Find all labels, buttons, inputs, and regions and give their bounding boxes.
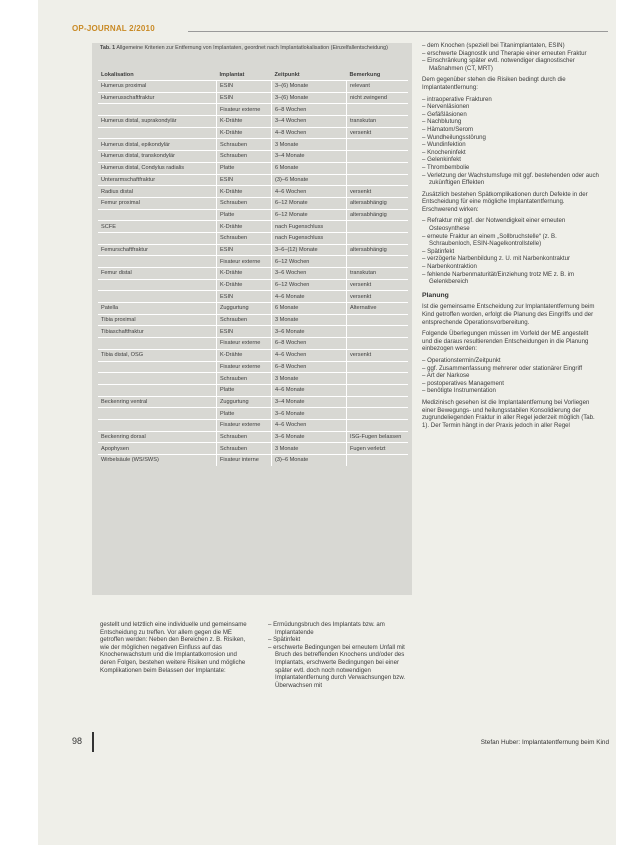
table-cell: versenkt <box>347 127 409 139</box>
table-row <box>98 408 408 420</box>
list-item: – dem Knochen (speziell bei Titanimplantaten, ESIN) <box>422 42 565 49</box>
list-item: – Knocheninfekt <box>422 148 466 156</box>
table-row <box>98 326 408 338</box>
table-cell: altersabhängig <box>347 209 409 221</box>
table-cell: Humerus distal, transkondylär <box>98 151 217 163</box>
table-cell: Fixateur externe <box>217 361 272 373</box>
table-cell <box>347 151 409 163</box>
table-cell: 3 Monate <box>272 443 347 455</box>
table-row <box>98 209 408 221</box>
table-cell: 3 Monate <box>272 314 347 326</box>
middle-column <box>268 621 410 693</box>
table-cell: 3–6 Monate <box>272 326 347 338</box>
table-cell: Fixateur externe <box>217 256 272 268</box>
table-caption <box>100 45 405 52</box>
table-cell: Schrauben <box>217 197 272 209</box>
table-cell: 4–6 Monate <box>272 384 347 396</box>
table-row <box>98 127 408 139</box>
table-cell: K-Drähte <box>217 268 272 280</box>
table-cell <box>98 232 217 244</box>
table-cell: Fixateur interne <box>217 455 272 466</box>
table-cell: Patella <box>98 303 217 315</box>
table-cell: Schrauben <box>217 139 272 151</box>
column-header: Zeitpunkt <box>272 70 347 81</box>
table-cell <box>347 162 409 174</box>
table-cell: transkutan <box>347 268 409 280</box>
table-cell: Platte <box>217 162 272 174</box>
table-cell: ESIN <box>217 174 272 186</box>
table-cell: Fixateur externe <box>217 338 272 350</box>
table-cell <box>98 408 217 420</box>
paragraph: Medizinisch gesehen ist die Implantatentfernung bei Vorliegen einer Bewegungs- und heilungsstabilen Konsolidierung der zugrundeliegenden Fraktur in aller Regel jederzeit möglich (Tab. 1). Der Termin hängt in der Praxis jedoch in aller Regel <box>422 398 595 429</box>
table-cell: ISG-Fugen belassen <box>347 431 409 443</box>
table-cell: altersabhängig <box>347 244 409 256</box>
list-4 <box>422 357 600 395</box>
list-item: – Wundheilungsstörung <box>422 133 486 141</box>
table-cell <box>347 373 409 385</box>
list-item: – Gelenkinfekt <box>422 156 461 164</box>
table-row <box>98 104 408 116</box>
column-header: Lokalisation <box>98 70 217 81</box>
table-cell: 4–6 Wochen <box>272 419 347 431</box>
table-cell: 3 Monate <box>272 139 347 151</box>
table-row <box>98 81 408 93</box>
table-row <box>98 396 408 408</box>
table-cell: 3–6 Monate <box>272 408 347 420</box>
table-cell: K-Drähte <box>217 186 272 198</box>
table-cell <box>98 419 217 431</box>
table-cell <box>98 384 217 396</box>
table-cell: 3–6 Monate <box>272 431 347 443</box>
table-cell: Fixateur externe <box>217 419 272 431</box>
table-cell: Tibiaschaftfraktur <box>98 326 217 338</box>
table-row <box>98 349 408 361</box>
list-item: – Spätinfekt <box>422 247 455 255</box>
table-cell: Femurschaftfraktur <box>98 244 217 256</box>
table-cell: 3 Monate <box>272 373 347 385</box>
table-cell: Wirbelsäule (WS/SWS) <box>98 455 217 466</box>
table-cell: Schrauben <box>217 151 272 163</box>
table-cell: 6–12 Wochen <box>272 279 347 291</box>
table-row <box>98 92 408 104</box>
table-cell: transkutan <box>347 116 409 128</box>
table-row <box>98 373 408 385</box>
table-cell: Fugen verletzt <box>347 443 409 455</box>
table-cell: relevant <box>347 81 409 93</box>
table-cell: Schrauben <box>217 373 272 385</box>
table-cell <box>98 104 217 116</box>
table-cell: K-Drähte <box>217 221 272 233</box>
table-row <box>98 116 408 128</box>
table-cell: Tibia proximal <box>98 314 217 326</box>
table-cell: ESIN <box>217 291 272 303</box>
table-row <box>98 162 408 174</box>
list-item: – postoperatives Management <box>422 379 504 387</box>
list-item: – Art der Narkose <box>422 372 470 380</box>
table-cell: Schrauben <box>217 431 272 443</box>
list-item: – Narbenkontraktion <box>422 263 477 271</box>
table-cell: ESIN <box>217 326 272 338</box>
table-row <box>98 361 408 373</box>
table-cell <box>347 326 409 338</box>
table-cell: Femur distal <box>98 268 217 280</box>
table-cell: 4–6 Wochen <box>272 186 347 198</box>
table-cell: Unterarmschaftfraktur <box>98 174 217 186</box>
list-2 <box>422 96 600 187</box>
journal-header: OP-JOURNAL 2/2010 <box>72 24 155 33</box>
table-row <box>98 174 408 186</box>
list-item: – Hämatom/Serom <box>422 125 474 133</box>
column-header: Implantat <box>217 70 272 81</box>
header-rule <box>188 31 608 32</box>
table-row <box>98 419 408 431</box>
table-row <box>98 197 408 209</box>
table-cell <box>347 221 409 233</box>
table-row <box>98 291 408 303</box>
paragraph: Ist die gemeinsame Entscheidung zur Implantatentfernung beim Kind getroffen worden, erfolgt die Planung des Eingriffs und der entsprechende Operationsvorbereitung. <box>422 303 595 326</box>
table-cell: Radius distal <box>98 186 217 198</box>
caption-text: Allgemeine Kriterien zur Entfernung von Implantaten, geordnet nach Implantatlokalisation (Einzelfallentscheidung) <box>116 45 388 51</box>
table-cell: versenkt <box>347 291 409 303</box>
table-cell: Beckenring ventral <box>98 396 217 408</box>
table-cell: nicht zwingend <box>347 92 409 104</box>
table-cell: Humerus distal, suprakondylär <box>98 116 217 128</box>
table-cell: Humerus proximal <box>98 81 217 93</box>
table-cell: ESIN <box>217 244 272 256</box>
table-cell: nach Fugenschluss <box>272 221 347 233</box>
table-row <box>98 384 408 396</box>
table-row <box>98 279 408 291</box>
table-row <box>98 244 408 256</box>
table-body <box>98 81 408 466</box>
table-cell <box>347 408 409 420</box>
table-row <box>98 455 408 466</box>
table-cell: 6–12 Wochen <box>272 256 347 268</box>
table-cell <box>347 419 409 431</box>
table-cell: K-Drähte <box>217 116 272 128</box>
table-cell <box>347 338 409 350</box>
table-cell <box>347 139 409 151</box>
table-cell: Zuggurtung <box>217 396 272 408</box>
table-row <box>98 186 408 198</box>
table-cell <box>347 455 409 466</box>
table-cell: 4–6 Wochen <box>272 349 347 361</box>
paragraph: Folgende Überlegungen müssen im Vorfeld der ME angestellt und die daraus resultierenden Entscheidungen in die Planung einbezogen werden: <box>422 330 589 353</box>
table-cell: SCFE <box>98 221 217 233</box>
table-cell: Humerus distal, epikondylär <box>98 139 217 151</box>
table-cell <box>347 256 409 268</box>
left-column <box>100 621 252 678</box>
table-cell: Femur proximal <box>98 197 217 209</box>
list-item: – verzögerte Narbenbildung z. U. mit Narbenkontraktur <box>422 255 571 263</box>
table-cell: K-Drähte <box>217 279 272 291</box>
table-cell: Schrauben <box>217 443 272 455</box>
table-cell: 6–12 Monate <box>272 209 347 221</box>
table-cell: Platte <box>217 408 272 420</box>
list-item: – Gefäßläsionen <box>422 110 467 118</box>
table-cell: versenkt <box>347 349 409 361</box>
table-cell <box>98 361 217 373</box>
table-cell <box>347 396 409 408</box>
table-cell <box>347 104 409 116</box>
table-cell: 6–12 Monate <box>272 197 347 209</box>
table-row <box>98 314 408 326</box>
left-paragraph: gestellt und letztlich eine individuelle und gemeinsame Entscheidung zu treffen. Vor allem gegen die ME getroffen werden: Neben den Bereichen z. B. Risiken, wie der möglichen negativen Einfluss auf das Knochenwachstum und die Implantatkorrosion und deren Folgen, bestehen weitere Risiken und mögliche Komplikationen beim Belassen der Implantate: <box>100 621 247 674</box>
list-item: – benötigte Instrumentation <box>422 387 496 395</box>
list-item: – Nachblutung <box>422 118 462 126</box>
paragraph: Zusätzlich bestehen Spätkomplikationen durch Defekte in der Entscheidung für eine mögliche Implantatentfernung. Erschwerend wirken: <box>422 190 588 213</box>
table-cell: 6–8 Wochen <box>272 338 347 350</box>
table-cell: Platte <box>217 209 272 221</box>
list-item: – Ermüdungsbruch des Implantats bzw. am Implantatende <box>268 621 385 636</box>
footer-divider <box>92 732 94 752</box>
table-cell <box>98 291 217 303</box>
table-cell <box>98 209 217 221</box>
table-cell: Schrauben <box>217 232 272 244</box>
table-cell: versenkt <box>347 186 409 198</box>
table-cell: 6 Monate <box>272 303 347 315</box>
table-row <box>98 431 408 443</box>
table-cell: Apophysen <box>98 443 217 455</box>
table-cell: 3–(6) Monate <box>272 81 347 93</box>
list-item: – intraoperative Frakturen <box>422 95 492 103</box>
table-cell: 3–4 Wochen <box>272 116 347 128</box>
table-cell: Platte <box>217 384 272 396</box>
table-cell: 6–8 Wochen <box>272 104 347 116</box>
list-item: – Verletzung der Wachstumsfuge mit ggf. bestehenden oder auch zukünftigen Effekten <box>422 171 599 187</box>
list-item: – Refraktur mit ggf. der Notwendigkeit einer erneuten Osteosynthese <box>422 217 566 233</box>
table-cell <box>98 256 217 268</box>
list-3 <box>422 217 600 285</box>
list-item: – ggf. Zusammenfassung mehrerer oder stationärer Eingriff <box>422 364 583 372</box>
table-cell: Zuggurtung <box>217 303 272 315</box>
table-cell: nach Fugenschluss <box>272 232 347 244</box>
table-cell: 6–8 Wochen <box>272 361 347 373</box>
table-cell: Humerusschaftfraktur <box>98 92 217 104</box>
list-item: – Wundinfektion <box>422 141 466 149</box>
table-row <box>98 221 408 233</box>
table-cell: 3–4 Monate <box>272 151 347 163</box>
table-cell: altersabhängig <box>347 197 409 209</box>
section-heading: Planung <box>422 291 449 299</box>
table-cell: Humerus distal, Condylus radialis <box>98 162 217 174</box>
list-1 <box>422 42 600 72</box>
table-cell: 4–6 Monate <box>272 291 347 303</box>
table-cell: Beckenring dorsal <box>98 431 217 443</box>
list-item: – erschwerte Bedingungen bei erneutem Unfall mit Bruch des betreffenden Knochens und/oder des Implantats, erschwerte Bedingungen bei einer später evtl. doch noch notwendigen Implantatentfernung durch Verwachsungen bzw. Überwachsen mit <box>268 643 406 689</box>
table-cell: ESIN <box>217 81 272 93</box>
table-cell: (3)–6 Monate <box>272 174 347 186</box>
table-cell: 6 Monate <box>272 162 347 174</box>
table-cell: 4–8 Wochen <box>272 127 347 139</box>
table-cell: Alternative <box>347 303 409 315</box>
list-item: – Einschränkung später evtl. notwendiger diagnostischer Maßnahmen (CT, MRT) <box>422 57 575 72</box>
table-cell: Schrauben <box>217 314 272 326</box>
table-cell: 3–4 Monate <box>272 396 347 408</box>
article-title: Stefan Huber: Implantatentfernung beim Kind <box>480 739 609 746</box>
table-cell <box>98 279 217 291</box>
table-cell <box>347 232 409 244</box>
caption-label: Tab. 1 <box>100 45 116 51</box>
table-row <box>98 338 408 350</box>
paragraph: Dem gegenüber stehen die Risiken bedingt durch die Implantatentfernung: <box>422 76 566 91</box>
list-item: – fehlende Narbenmaturität/Einziehung trotz ME z. B. im Gelenkbereich <box>422 270 575 286</box>
table-cell <box>98 338 217 350</box>
table-row <box>98 303 408 315</box>
table-cell <box>98 373 217 385</box>
list-item: – Operationstermin/Zeitpunkt <box>422 356 501 364</box>
table-row <box>98 232 408 244</box>
table-header-row <box>98 70 408 81</box>
table-cell: versenkt <box>347 279 409 291</box>
table-row <box>98 268 408 280</box>
table-cell <box>347 361 409 373</box>
table-cell <box>347 174 409 186</box>
table-cell: (3)–6 Monate <box>272 455 347 466</box>
table-cell: K-Drähte <box>217 127 272 139</box>
table-cell <box>98 127 217 139</box>
table-row <box>98 151 408 163</box>
table-cell: K-Drähte <box>217 349 272 361</box>
risk-list-continued <box>268 621 410 689</box>
list-item: – erschwerte Diagnostik und Therapie einer erneuten Fraktur <box>422 49 587 57</box>
table-row <box>98 139 408 151</box>
table-cell <box>347 314 409 326</box>
table-cell: 3–6 Wochen <box>272 268 347 280</box>
table-cell: Fixateur externe <box>217 104 272 116</box>
column-header: Bemerkung <box>347 70 409 81</box>
table-cell: Tibia distal, OSG <box>98 349 217 361</box>
table-row <box>98 443 408 455</box>
right-column <box>422 42 600 433</box>
list-item: – erneute Fraktur an einem „Sollbruchstelle“ (z. B. Schraubenloch, ESIN-Nagelkontrollstelle) <box>422 232 557 248</box>
page-number: 98 <box>72 736 83 746</box>
table-cell <box>347 384 409 396</box>
list-item: – Nervenläsionen <box>422 103 470 111</box>
implant-table <box>98 70 408 466</box>
table-row <box>98 256 408 268</box>
table-cell: 3–(6) Monate <box>272 92 347 104</box>
list-item: – Thrombembolie <box>422 163 470 171</box>
table-cell: ESIN <box>217 92 272 104</box>
list-item: – Spätinfekt <box>268 636 301 644</box>
table-cell: 3–6–(12) Monate <box>272 244 347 256</box>
